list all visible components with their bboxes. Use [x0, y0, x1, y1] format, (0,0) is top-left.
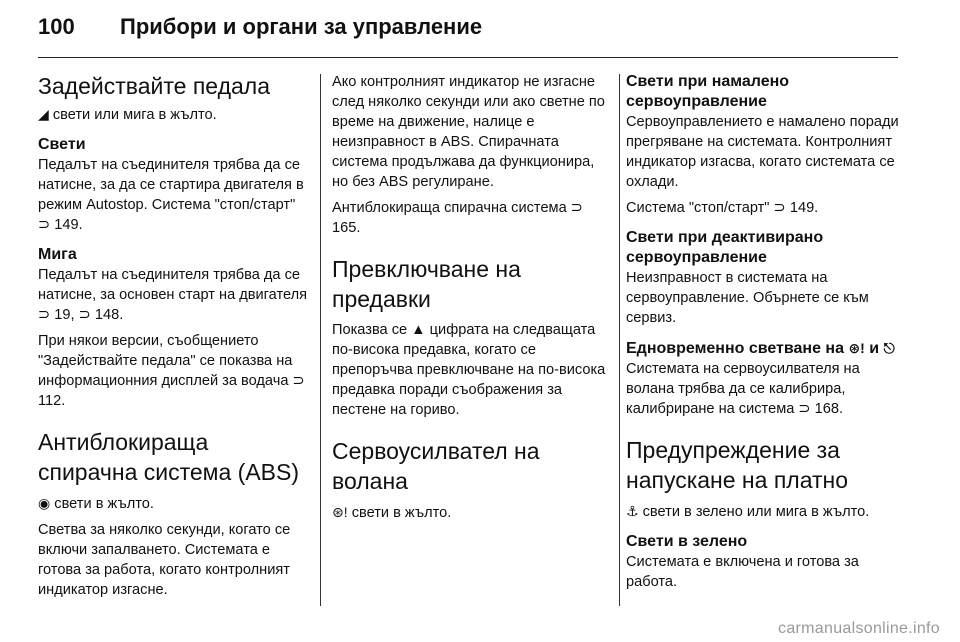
steering-line: ⊛! свети в жълто.: [332, 504, 452, 521]
section-title-steering: Сервоусилвател на волана: [332, 438, 540, 494]
page-title: Прибори и органи за управление: [120, 14, 483, 39]
column-2: [332, 72, 606, 523]
clutch-pedal-icon: ◢: [38, 106, 49, 122]
abs-paragraph-4: Антиблокираща спирачна система ⊃ 165.: [332, 200, 583, 236]
green-paragraph: Системата е включена и готова за работа.: [626, 554, 859, 590]
deactivated-paragraph: Неизправност в системата на сервоуправление. Обърнете се към сервиз.: [626, 270, 869, 326]
section-title-lane: Предупреждение за напускане на платно: [626, 437, 849, 493]
abs-paragraph-2: Светва за няколко секунди, когато се включи запалването. Системата е готова за работа, когато контролният индикатор изгасне.: [38, 522, 291, 598]
miga-paragraph-1: Педалът на съединителя трябва да се натисне, за основен старт на двигателя ⊃ 19, ⊃ 148.: [38, 267, 308, 323]
shift-paragraph: Показва се ▲ цифрата на следващата по-висока предавка, когато се препоръчва превключване на по-висока предавка поради съображения за пестене на гориво.: [332, 322, 606, 418]
steering-alt-icon: ⎋: [883, 340, 895, 356]
miga-paragraph-2: При някои версии, съобщението "Задействайте педала" се показва на информационния дисплей за водача ⊃ 112.: [38, 333, 305, 409]
abs-icon: ◉: [38, 495, 51, 511]
subheading-miga: Мига: [38, 246, 77, 263]
lane-departure-icon: ⚓: [626, 503, 639, 519]
subheading-sveti: Свети: [38, 136, 86, 153]
simultaneous-paragraph: Системата на сервоусилвателя на волана трябва да се калибрира, калибриране на система ⊃ 168.: [626, 361, 860, 417]
column-3: [626, 72, 902, 592]
watermark: carmanualsonline.info: [778, 620, 940, 637]
page-number: 100: [38, 14, 75, 39]
sveti-paragraph: Педалът на съединителя трябва да се натисне, за да се стартира двигателя в режим Autostop. Система "стоп/старт" ⊃ 149.: [38, 157, 304, 233]
lane-line: ⚓ свети в зелено или мига в жълто.: [626, 503, 870, 520]
abs-line: ◉ свети в жълто.: [38, 495, 154, 512]
section-title-shift: Превключване на предавки: [332, 256, 521, 312]
subheading-green: Свети в зелено: [626, 533, 748, 550]
page-header: [38, 14, 482, 54]
column-divider-2: [619, 74, 620, 606]
steering-warning-icon: ⊛!: [848, 340, 865, 356]
reduced-paragraph-2: Система "стоп/старт" ⊃ 149.: [626, 200, 819, 216]
column-1: [38, 72, 308, 600]
steering-warning-icon: ⊛!: [332, 504, 348, 520]
pedal-line: ◢ свети или мига в жълто.: [38, 106, 217, 123]
abs-paragraph-3: Ако контролният индикатор не изгасне след няколко секунди или ако светне по време на движение, налице е неизправност в ABS. Спирачната система продължава да функционира, но без ABS регулиране.: [332, 74, 605, 190]
section-title-pedal: Задействайте педала: [38, 73, 270, 99]
column-divider-1: [320, 74, 321, 606]
section-title-abs: Антиблокираща спирачна система (ABS): [38, 429, 299, 485]
subheading-reduced: Свети при намалено сервоуправление: [626, 73, 790, 110]
subheading-simultaneous: Едновременно светване на ⊛! и ⎋: [626, 340, 895, 357]
reduced-paragraph-1: Сервоуправлението е намалено поради прегряване на системата. Контролният индикатор изгасва, когато системата се охлади.: [626, 114, 899, 190]
header-rule: [38, 57, 898, 58]
subheading-deactivated: Свети при деактивирано сервоуправление: [626, 229, 824, 266]
